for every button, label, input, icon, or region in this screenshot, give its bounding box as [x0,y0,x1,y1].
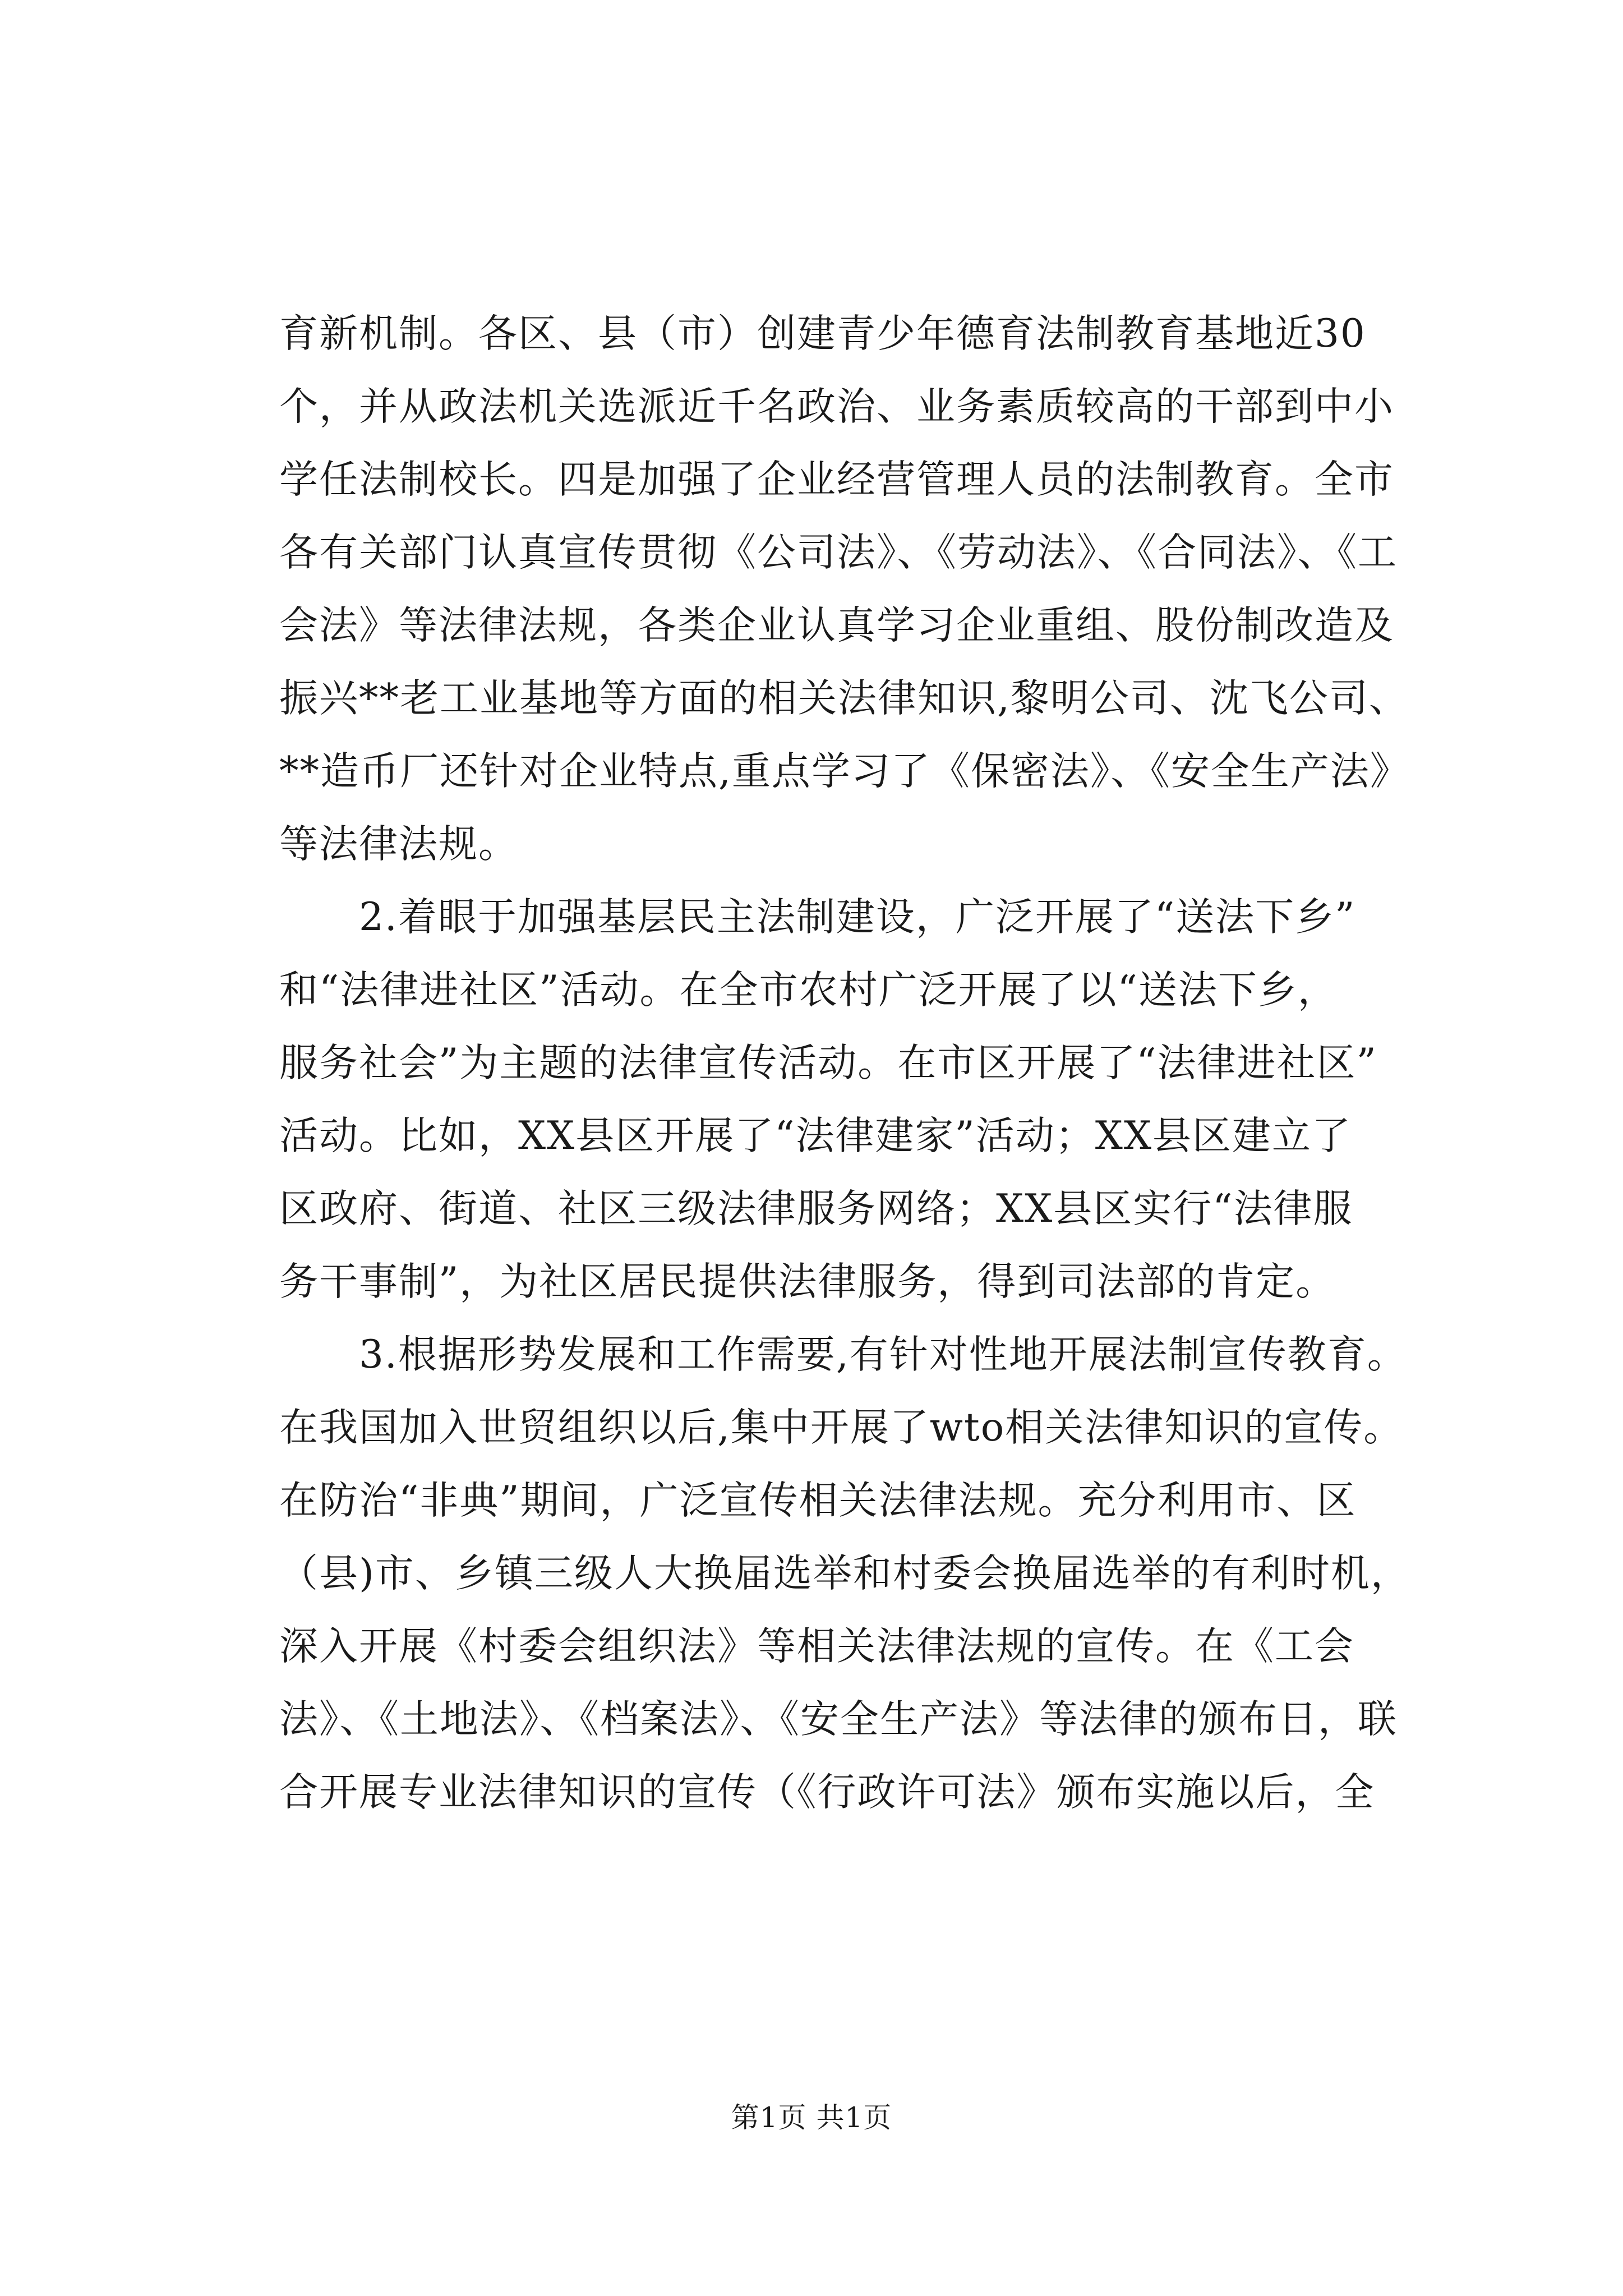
text-line: （县)市、乡镇三级人大换届选举和村委会换届选举的有利时机， [279,1551,1410,1596]
text-line: 3.根据形势发展和工作需要,有针对性地开展法制宣传教育。 [279,1332,1407,1377]
text-line: 务干事制”，为社区居民提供法律服务，得到司法部的肯定。 [279,1259,1336,1304]
page-footer: 第1页 共1页 [731,2101,892,2134]
text-line: 会法》等法律法规，各类企业认真学习企业重组、股份制改造及 [279,603,1394,648]
text-line: 2.着眼于加强基层民主法制建设，广泛开展了“送法下乡” [279,895,1356,940]
text-line: 法》、《土地法》、《档案法》、《安全生产法》等法律的颁布日，联 [279,1697,1398,1742]
text-line: 各有关部门认真宣传贯彻《公司法》、《劳动法》、《合同法》、《工 [279,530,1398,575]
text-line: **造币厂还针对企业特点,重点学习了《保密法》、《安全生产法》 [279,749,1410,794]
text-line: 在我国加入世贸组织以后,集中开展了wto相关法律知识的宣传。 [279,1405,1404,1450]
text-line: 学任法制校长。四是加强了企业经营管理人员的法制教育。全市 [279,457,1394,502]
text-line: 等法律法规。 [279,822,518,867]
text-line: 个，并从政法机关选派近千名政治、业务素质较高的干部到中小 [279,384,1394,429]
text-line: 合开展专业法律知识的宣传（《行政许可法》颁布实施以后，全 [279,1770,1375,1815]
text-line: 深入开展《村委会组织法》等相关法律法规的宣传。在《工会 [279,1624,1354,1669]
text-line: 活动。比如，XX县区开展了“法律建家”活动；XX县区建立了 [279,1114,1352,1158]
text-line: 和“法律进社区”活动。在全市农村广泛开展了以“送法下乡， [279,968,1338,1013]
text-line: 在防治“非典”期间，广泛宣传相关法律法规。充分利用市、区 [279,1478,1357,1523]
text-line: 区政府、街道、社区三级法律服务网络；XX县区实行“法律服 [279,1186,1353,1231]
text-line: 服务社会”为主题的法律宣传活动。在市区开展了“法律进社区” [279,1041,1377,1085]
text-line: 振兴**老工业基地等方面的相关法律知识,黎明公司、沈飞公司、 [279,676,1409,721]
body-text [279,297,1423,1829]
text-line: 育新机制。各区、县（市）创建青少年德育法制教育基地近30 [279,311,1366,356]
